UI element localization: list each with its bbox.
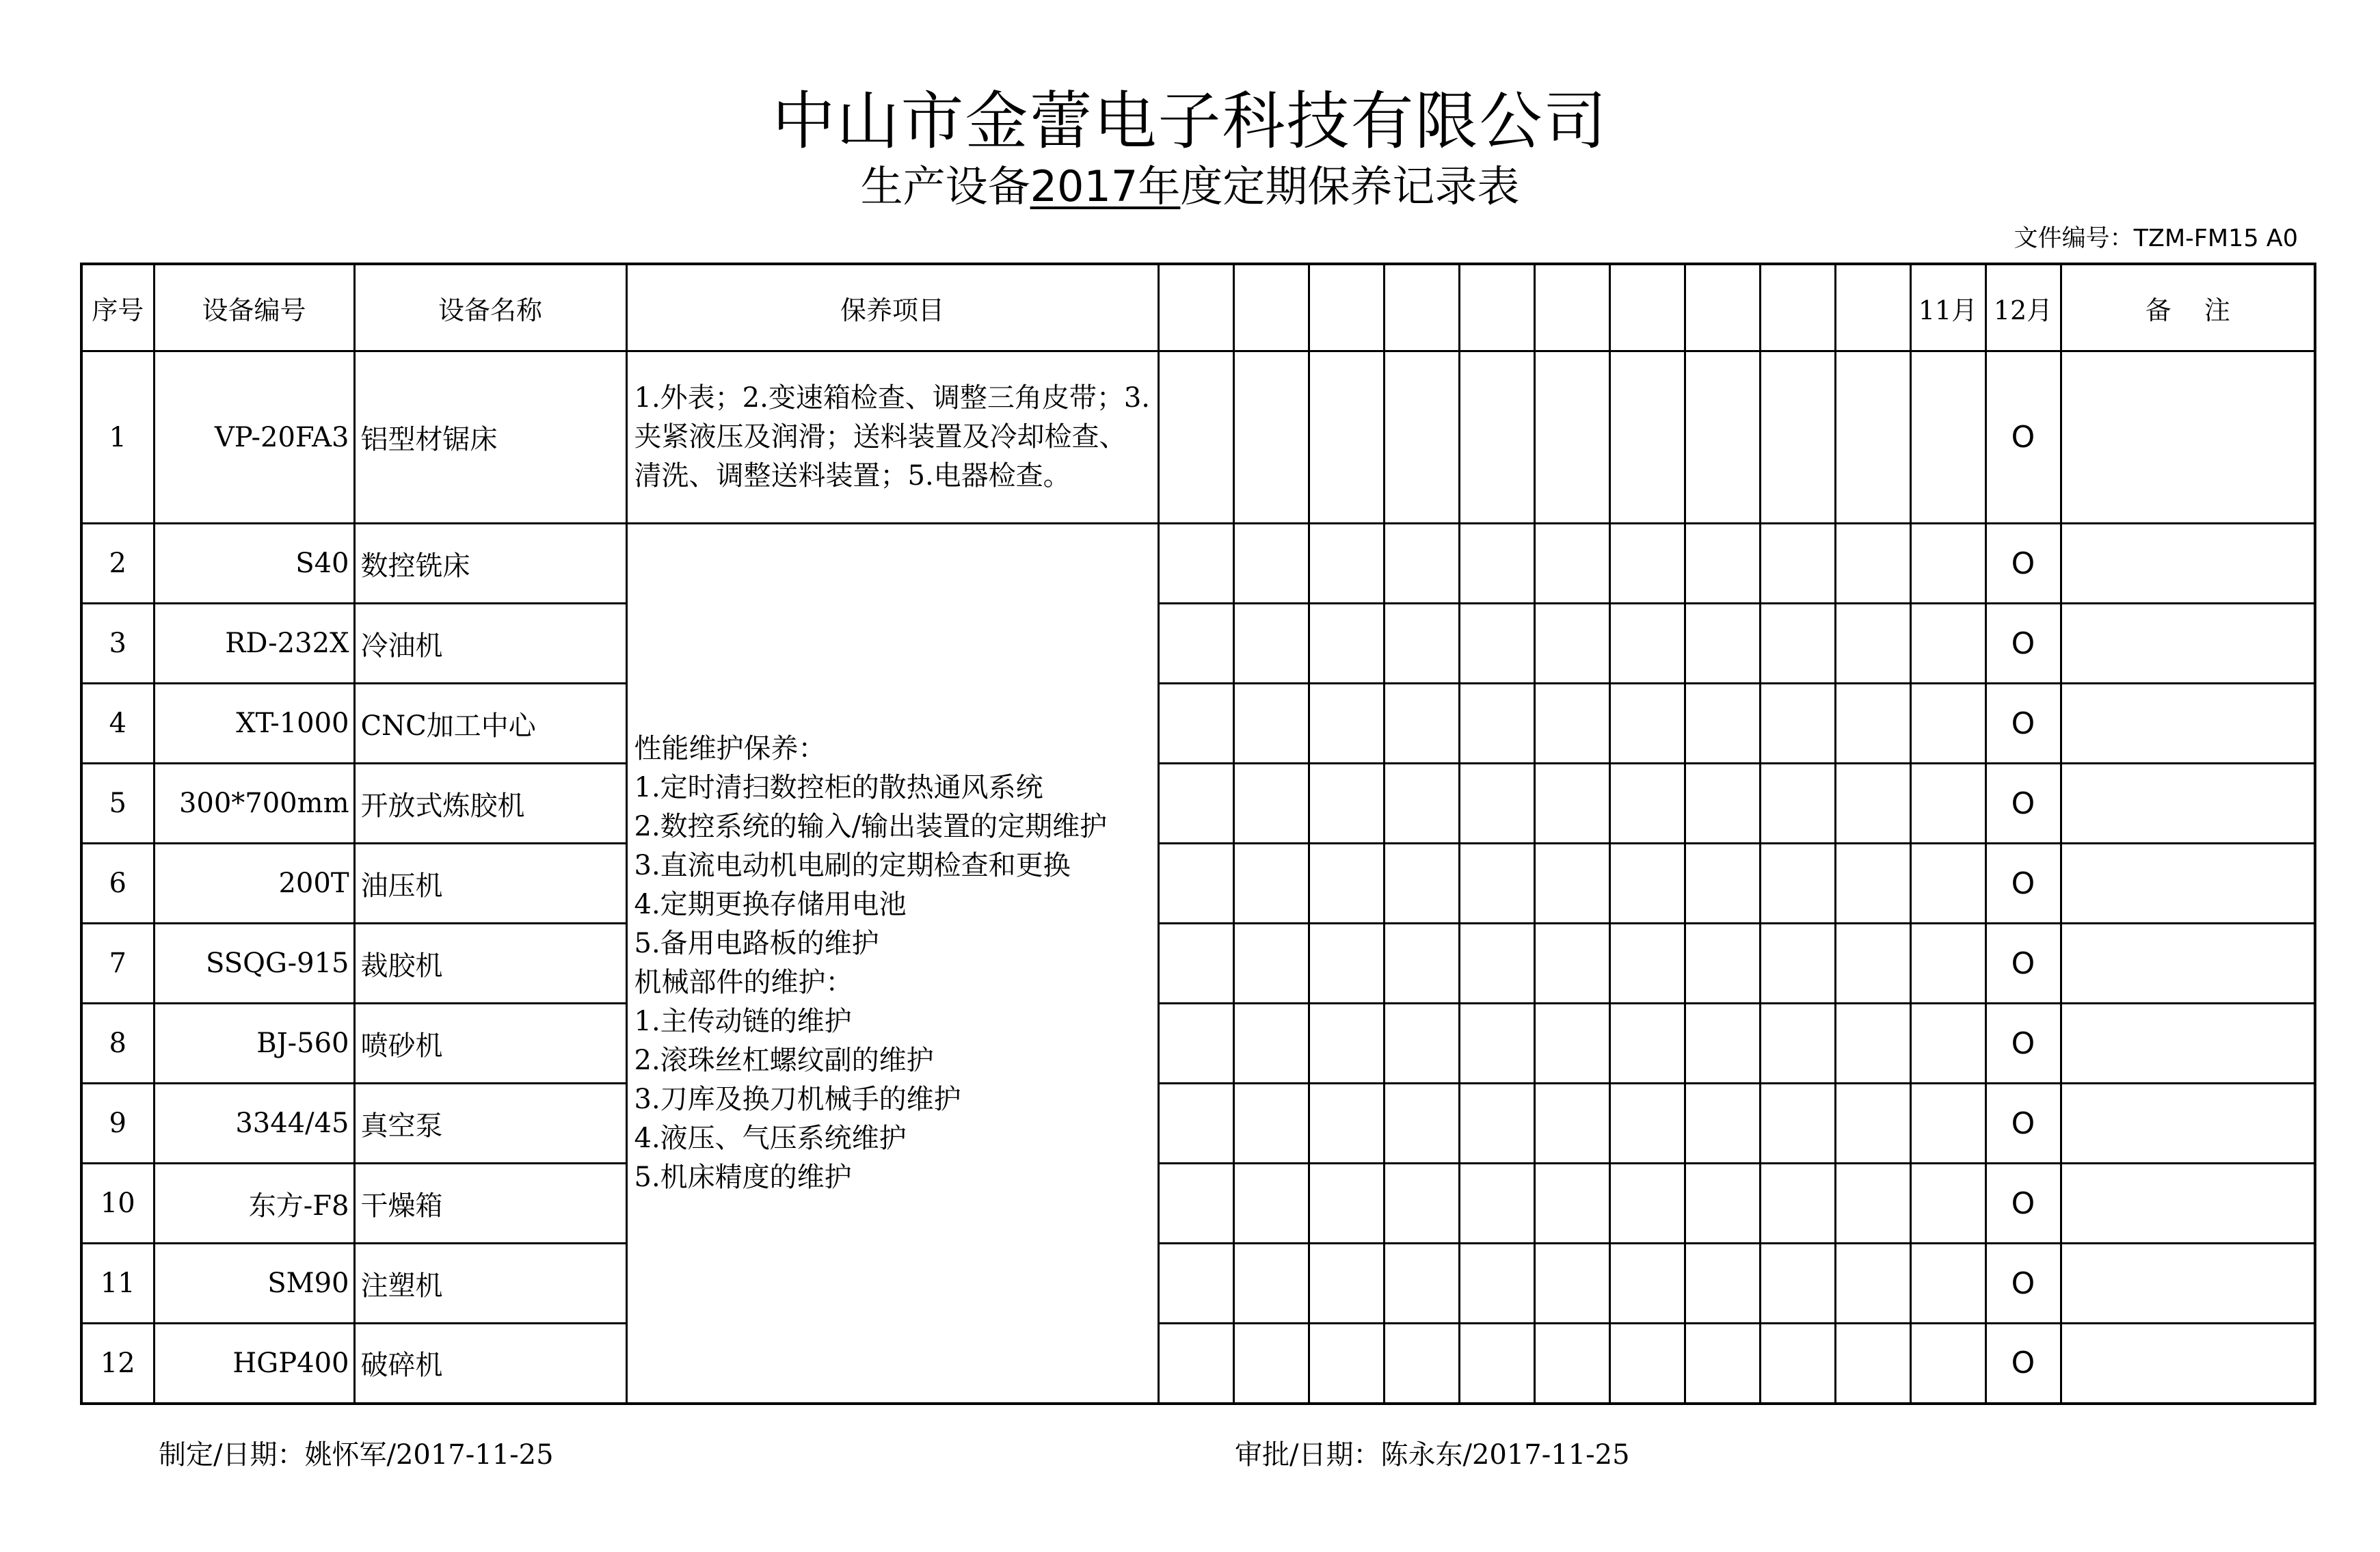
remarks-cell (2061, 924, 2315, 1004)
equipment-code: VP-20FA3 (154, 351, 354, 524)
month-cell (1685, 524, 1760, 604)
month-cell (1158, 1244, 1233, 1324)
table-row (81, 1324, 2315, 1404)
month-12-mark: O (1985, 351, 2061, 524)
month-cell (1233, 1004, 1309, 1084)
header-month-empty (1835, 264, 1910, 351)
header-month-empty (1534, 264, 1609, 351)
month-cell (1760, 924, 1835, 1004)
header-month-empty (1309, 264, 1384, 351)
month-cell (1835, 764, 1910, 844)
maintenance-item-line: 5.备用电路板的维护 (634, 927, 879, 959)
maintenance-items: 1.外表；2.变速箱检查、调整三角皮带；3.夹紧液压及润滑；送料装置及冷却检查、清洗、调整送料装置；5.电器检查。 (626, 351, 1158, 524)
month-cell (1309, 351, 1384, 524)
row-number: 10 (81, 1164, 154, 1244)
header-month-11: 11月 (1910, 264, 1985, 351)
month-cell (1835, 1244, 1910, 1324)
month-cell (1459, 1004, 1534, 1084)
month-cell (1309, 1004, 1384, 1084)
equipment-name: CNC加工中心 (354, 684, 626, 764)
month-cell (1233, 524, 1309, 604)
month-cell (1685, 764, 1760, 844)
month-cell (1233, 604, 1309, 684)
month-cell (1309, 1164, 1384, 1244)
month-cell (1910, 924, 1985, 1004)
remarks-cell (2061, 1324, 2315, 1404)
month-cell (1534, 604, 1609, 684)
month-cell (1685, 604, 1760, 684)
month-12-mark: O (1985, 1244, 2061, 1324)
equipment-name: 数控铣床 (354, 524, 626, 604)
month-cell (1910, 524, 1985, 604)
month-cell (1534, 684, 1609, 764)
month-12-mark: O (1985, 1164, 2061, 1244)
month-cell (1534, 1004, 1609, 1084)
table-row (81, 1244, 2315, 1324)
month-cell (1835, 1004, 1910, 1084)
month-cell (1609, 1004, 1685, 1084)
header-month-empty (1609, 264, 1685, 351)
month-cell (1910, 604, 1985, 684)
month-cell (1233, 844, 1309, 924)
month-cell (1309, 1084, 1384, 1164)
month-cell (1233, 1324, 1309, 1404)
month-cell (1685, 684, 1760, 764)
row-number: 6 (81, 844, 154, 924)
table-row (81, 684, 2315, 764)
month-cell (1309, 844, 1384, 924)
header-remarks: 备 注 (2061, 264, 2315, 351)
month-12-mark: O (1985, 844, 2061, 924)
header-code: 设备编号 (154, 264, 354, 351)
month-cell (1835, 924, 1910, 1004)
month-cell (1609, 1244, 1685, 1324)
month-cell (1835, 351, 1910, 524)
month-cell (1384, 351, 1459, 524)
equipment-name: 注塑机 (354, 1244, 626, 1324)
equipment-code: 东方-F8 (154, 1164, 354, 1244)
month-cell (1459, 844, 1534, 924)
month-cell (1384, 684, 1459, 764)
table-row (81, 1084, 2315, 1164)
header-items: 保养项目 (626, 264, 1158, 351)
month-cell (1609, 604, 1685, 684)
row-number: 9 (81, 1084, 154, 1164)
equipment-name: 喷砂机 (354, 1004, 626, 1084)
month-cell (1309, 524, 1384, 604)
maintenance-item-line: 3.刀库及换刀机械手的维护 (634, 1083, 961, 1115)
month-cell (1760, 604, 1835, 684)
maintenance-item-line: 2.滚珠丝杠螺纹副的维护 (634, 1044, 934, 1076)
equipment-code: SSQG-915 (154, 924, 354, 1004)
month-cell (1609, 351, 1685, 524)
month-cell (1459, 764, 1534, 844)
month-cell (1760, 1324, 1835, 1404)
month-cell (1835, 604, 1910, 684)
month-cell (1459, 924, 1534, 1004)
month-cell (1459, 1244, 1534, 1324)
equipment-name: 破碎机 (354, 1324, 626, 1404)
subtitle-year: 2017年 (1030, 161, 1181, 211)
remarks-cell (2061, 764, 2315, 844)
maintenance-item-line: 1.定时清扫数控柜的散热通风系统 (634, 771, 1043, 803)
month-cell (1760, 844, 1835, 924)
month-cell (1384, 1084, 1459, 1164)
table-row (81, 764, 2315, 844)
maintenance-item-line: 4.定期更换存储用电池 (634, 888, 907, 920)
approved-by: 审批/日期：陈永东/2017-11-25 (1235, 1439, 1630, 1471)
month-cell (1459, 604, 1534, 684)
maintenance-item-line: 机械部件的维护： (634, 966, 853, 998)
maintenance-item-line: 5.机床精度的维护 (634, 1161, 852, 1193)
equipment-name: 铝型材锯床 (354, 351, 626, 524)
month-12-mark: O (1985, 1324, 2061, 1404)
month-12-mark: O (1985, 524, 2061, 604)
month-cell (1609, 844, 1685, 924)
month-cell (1158, 844, 1233, 924)
month-cell (1309, 684, 1384, 764)
month-cell (1459, 1084, 1534, 1164)
month-cell (1835, 844, 1910, 924)
month-cell (1760, 524, 1835, 604)
remarks-cell (2061, 351, 2315, 524)
month-cell (1233, 1164, 1309, 1244)
month-cell (1685, 1084, 1760, 1164)
month-cell (1685, 1004, 1760, 1084)
month-cell (1835, 1084, 1910, 1164)
month-12-mark: O (1985, 764, 2061, 844)
maintenance-item-line: 1.主传动链的维护 (634, 1005, 852, 1037)
month-cell (1158, 1084, 1233, 1164)
month-cell (1760, 1084, 1835, 1164)
month-cell (1158, 1164, 1233, 1244)
header-no: 序号 (81, 264, 154, 351)
month-cell (1534, 924, 1609, 1004)
row-number: 1 (81, 351, 154, 524)
month-cell (1309, 1324, 1384, 1404)
equipment-code: RD-232X (154, 604, 354, 684)
form-subtitle (0, 156, 2380, 217)
month-cell (1233, 764, 1309, 844)
maintenance-record-table (80, 263, 2316, 1405)
month-cell (1233, 1084, 1309, 1164)
month-cell (1309, 604, 1384, 684)
header-month-empty (1233, 264, 1309, 351)
month-cell (1910, 684, 1985, 764)
subtitle-suffix: 度定期保养记录表 (1180, 161, 1520, 211)
month-cell (1384, 924, 1459, 1004)
equipment-code: XT-1000 (154, 684, 354, 764)
maintenance-item-line: 性能维护保养： (634, 732, 826, 764)
month-12-mark: O (1985, 604, 2061, 684)
month-cell (1760, 1004, 1835, 1084)
company-title: 中山市金蕾电子科技有限公司 (772, 85, 1608, 158)
month-cell (1158, 924, 1233, 1004)
equipment-code: BJ-560 (154, 1004, 354, 1084)
prepared-by: 制定/日期：姚怀军/2017-11-25 (159, 1439, 554, 1471)
month-12-mark: O (1985, 924, 2061, 1004)
equipment-code: S40 (154, 524, 354, 604)
month-cell (1384, 604, 1459, 684)
month-cell (1158, 1324, 1233, 1404)
header-month-empty (1459, 264, 1534, 351)
month-12-mark: O (1985, 1004, 2061, 1084)
month-cell (1534, 1244, 1609, 1324)
month-cell (1760, 1244, 1835, 1324)
month-cell (1459, 684, 1534, 764)
month-cell (1609, 764, 1685, 844)
month-cell (1309, 924, 1384, 1004)
remarks-cell (2061, 604, 2315, 684)
document-number: 文件编号：TZM-FM15 A0 (2014, 225, 2298, 252)
month-12-mark: O (1985, 684, 2061, 764)
header-month-empty (1685, 264, 1760, 351)
month-cell (1835, 1164, 1910, 1244)
month-cell (1609, 924, 1685, 1004)
month-cell (1534, 524, 1609, 604)
row-number: 12 (81, 1324, 154, 1404)
table-row (81, 524, 2315, 604)
header-month-empty (1760, 264, 1835, 351)
row-number: 7 (81, 924, 154, 1004)
row-number: 5 (81, 764, 154, 844)
month-cell (1685, 1324, 1760, 1404)
month-cell (1534, 1084, 1609, 1164)
equipment-name: 开放式炼胶机 (354, 764, 626, 844)
month-cell (1685, 1164, 1760, 1244)
month-cell (1534, 1164, 1609, 1244)
equipment-code: 300*700mm (154, 764, 354, 844)
table-row (81, 844, 2315, 924)
month-cell (1910, 844, 1985, 924)
header-month-12: 12月 (1985, 264, 2061, 351)
maintenance-items-shared (626, 524, 1158, 1404)
month-cell (1534, 351, 1609, 524)
month-cell (1609, 684, 1685, 764)
month-cell (1685, 924, 1760, 1004)
month-cell (1609, 1084, 1685, 1164)
remarks-cell (2061, 1164, 2315, 1244)
month-cell (1609, 1164, 1685, 1244)
month-cell (1384, 764, 1459, 844)
remarks-cell (2061, 844, 2315, 924)
month-cell (1384, 1164, 1459, 1244)
month-cell (1534, 1324, 1609, 1404)
month-cell (1760, 684, 1835, 764)
month-cell (1158, 524, 1233, 604)
month-cell (1158, 684, 1233, 764)
month-cell (1910, 351, 1985, 524)
equipment-name: 裁胶机 (354, 924, 626, 1004)
table-row (81, 924, 2315, 1004)
month-cell (1459, 351, 1534, 524)
header-month-empty (1158, 264, 1233, 351)
month-cell (1233, 351, 1309, 524)
remarks-cell (2061, 1084, 2315, 1164)
month-cell (1384, 1004, 1459, 1084)
month-cell (1910, 1244, 1985, 1324)
header-month-empty (1384, 264, 1459, 351)
month-cell (1459, 524, 1534, 604)
month-cell (1534, 844, 1609, 924)
row-number: 3 (81, 604, 154, 684)
month-cell (1760, 764, 1835, 844)
month-cell (1233, 684, 1309, 764)
month-cell (1685, 351, 1760, 524)
remarks-cell (2061, 1244, 2315, 1324)
month-cell (1910, 764, 1985, 844)
equipment-code: SM90 (154, 1244, 354, 1324)
month-cell (1609, 1324, 1685, 1404)
month-cell (1309, 764, 1384, 844)
equipment-name: 真空泵 (354, 1084, 626, 1164)
subtitle-prefix: 生产设备 (860, 161, 1030, 211)
row-number: 11 (81, 1244, 154, 1324)
month-cell (1459, 1324, 1534, 1404)
equipment-name: 冷油机 (354, 604, 626, 684)
month-cell (1534, 764, 1609, 844)
month-cell (1910, 1004, 1985, 1084)
equipment-code: HGP400 (154, 1324, 354, 1404)
table-row (81, 1164, 2315, 1244)
table-header-row (81, 264, 2315, 351)
month-cell (1158, 1004, 1233, 1084)
equipment-name: 干燥箱 (354, 1164, 626, 1244)
month-cell (1835, 524, 1910, 604)
header-name: 设备名称 (354, 264, 626, 351)
maintenance-item-line: 4.液压、气压系统维护 (634, 1122, 907, 1154)
equipment-code: 200T (154, 844, 354, 924)
month-cell (1685, 1244, 1760, 1324)
month-cell (1910, 1324, 1985, 1404)
remarks-cell (2061, 684, 2315, 764)
month-cell (1384, 524, 1459, 604)
remarks-cell (2061, 1004, 2315, 1084)
month-cell (1760, 1164, 1835, 1244)
table-row (81, 604, 2315, 684)
month-cell (1158, 604, 1233, 684)
row-number: 4 (81, 684, 154, 764)
month-cell (1459, 1164, 1534, 1244)
month-cell (1309, 1244, 1384, 1324)
row-number: 8 (81, 1004, 154, 1084)
remarks-cell (2061, 524, 2315, 604)
table-row (81, 351, 2315, 524)
table-row (81, 1004, 2315, 1084)
maintenance-item-line: 3.直流电动机电刷的定期检查和更换 (634, 849, 1071, 881)
month-cell (1233, 924, 1309, 1004)
month-cell (1910, 1164, 1985, 1244)
equipment-code: 3344/45 (154, 1084, 354, 1164)
month-cell (1384, 1324, 1459, 1404)
month-cell (1233, 1244, 1309, 1324)
month-cell (1384, 844, 1459, 924)
month-cell (1685, 844, 1760, 924)
month-cell (1910, 1084, 1985, 1164)
maintenance-item-line: 2.数控系统的输入/输出装置的定期维护 (634, 810, 1108, 842)
month-cell (1158, 351, 1233, 524)
month-cell (1609, 524, 1685, 604)
month-cell (1384, 1244, 1459, 1324)
month-cell (1835, 1324, 1910, 1404)
row-number: 2 (81, 524, 154, 604)
month-12-mark: O (1985, 1084, 2061, 1164)
month-cell (1760, 351, 1835, 524)
month-cell (1158, 764, 1233, 844)
equipment-name: 油压机 (354, 844, 626, 924)
month-cell (1835, 684, 1910, 764)
